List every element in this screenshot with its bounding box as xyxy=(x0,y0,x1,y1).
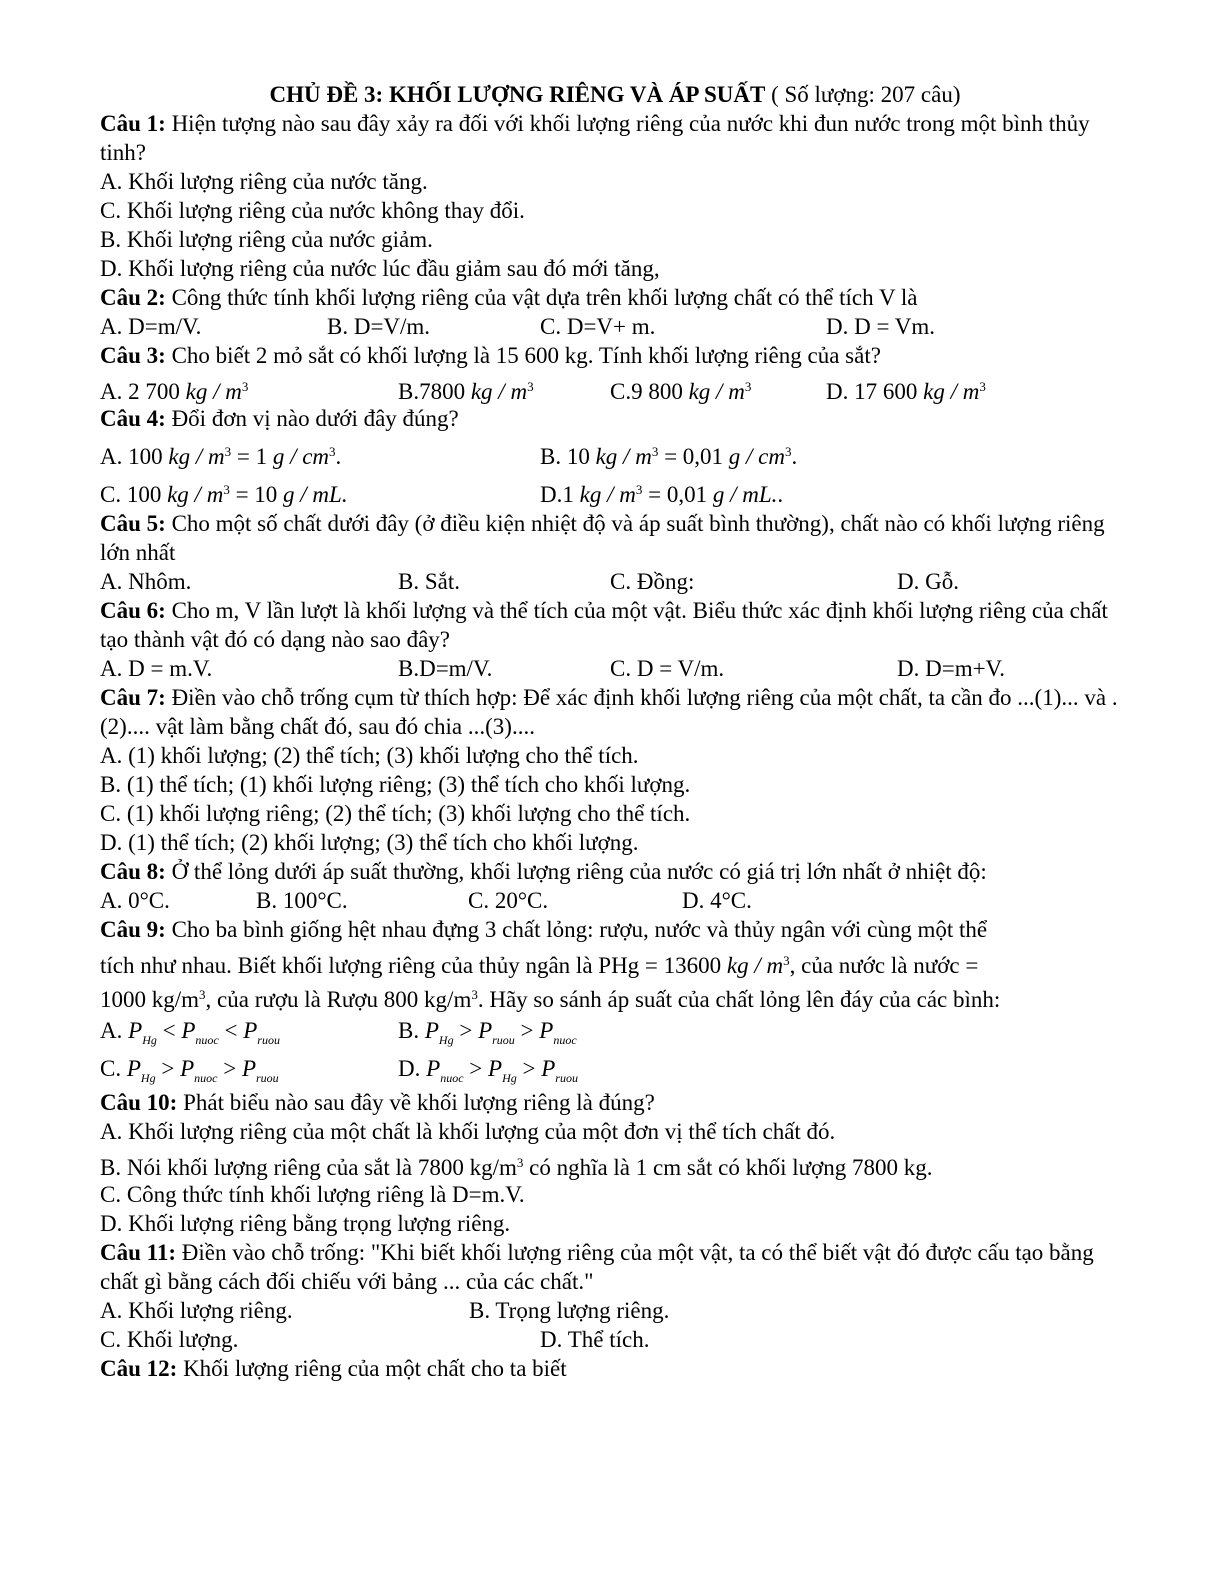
title-count: ( Số lượng: 207 câu) xyxy=(765,82,961,107)
question-12 xyxy=(100,1354,1130,1383)
question-label: Câu 8: xyxy=(100,859,166,884)
question-5 xyxy=(100,509,1130,567)
option-c: C. 20°C. xyxy=(468,888,549,913)
options-row xyxy=(100,1012,1130,1050)
option-c: C. D=V+ m. xyxy=(540,314,656,339)
option-a: A. 100 kg / $m^3 = 1$ g / $cm^3$. xyxy=(100,444,342,469)
question-text: Cho m, V lần lượt là khối lượng và thể tích của một vật. Biểu thức xác định khối lượng riêng của chất tạo thành vật đó có dạng nào sao đây? xyxy=(100,598,1108,652)
option-c: C. 100 kg / $m^3 = 10$ g / mL. xyxy=(100,482,348,507)
question-text: Hiện tượng nào sau đây xảy ra đối với khối lượng riêng của nước khi đun nước trong một bình thủy tinh? xyxy=(100,111,1090,165)
option-c: C. Đồng: xyxy=(610,569,695,594)
title-main: CHỦ ĐỀ 3: KHỐI LƯỢNG RIÊNG VÀ ÁP SUẤT xyxy=(269,82,766,107)
question-text: Cho biết 2 mỏ sắt có khối lượng là 15 600 kg. Tính khối lượng riêng của sắt? xyxy=(165,343,881,368)
option-d: D. Khối lượng riêng của nước lúc đầu giảm sau đó mới tăng, xyxy=(100,256,660,281)
option-c: C. Khối lượng riêng của nước không thay đổi. xyxy=(100,198,525,223)
document-page xyxy=(100,80,1130,1383)
options-row xyxy=(100,1325,1130,1354)
option-b: B.7800 kg / $m^3$ xyxy=(398,379,534,404)
question-3 xyxy=(100,341,1130,370)
option-c: C. Khối lượng. xyxy=(100,1327,239,1352)
question-1 xyxy=(100,109,1130,167)
option-d: D. 4°C. xyxy=(682,888,752,913)
option-d: D. 17 600 kg / $m^3$ xyxy=(826,379,986,404)
option-b: B. Trọng lượng riêng. xyxy=(469,1298,670,1323)
options-row xyxy=(100,370,1130,404)
option-a: A. $P_{Hg} < P_{nuoc} < P_{ruou}$ xyxy=(100,1018,280,1047)
question-text: Cho ba bình giống hệt nhau đựng 3 chất lỏng: rượu, nước và thủy ngân với cùng một thể xyxy=(165,917,988,942)
option-d: D. $P_{nuoc} > P_{Hg} > P_{ruou}$ xyxy=(398,1056,578,1085)
option-d: D. D = Vm. xyxy=(826,314,936,339)
question-9-line-2: tích như nhau. Biết khối lượng riêng của thủy ngân là PHg = 13600 kg / $m^3$, của nước là nước = xyxy=(100,953,979,978)
question-text: Cho một số chất dưới đây (ở điều kiện nhiệt độ và áp suất bình thường), chất nào có khối lượng riêng lớn nhất xyxy=(100,511,1105,565)
option-d: D.1 kg / $m^3 = 0,01$ g / mL.. xyxy=(540,482,784,507)
question-9 xyxy=(100,915,1130,944)
option-a: A. Nhôm. xyxy=(100,569,192,594)
option-d: D. (1) thể tích; (2) khối lượng; (3) thể tích cho khối lượng. xyxy=(100,830,639,855)
question-label: Câu 3: xyxy=(100,343,166,368)
option-c: C. D = V/m. xyxy=(610,656,725,681)
question-2 xyxy=(100,283,1130,312)
question-text: Đổi đơn vị nào dưới đây đúng? xyxy=(165,406,459,431)
question-11 xyxy=(100,1238,1130,1296)
option-d: D. Gỗ. xyxy=(897,569,959,594)
options-row xyxy=(100,312,1130,341)
question-label: Câu 10: xyxy=(100,1090,178,1115)
question-label: Câu 2: xyxy=(100,285,166,310)
option-c: C.9 800 kg / $m^3$ xyxy=(610,379,752,404)
option-a: A. Khối lượng riêng. xyxy=(100,1298,293,1323)
option-c: C. (1) khối lượng riêng; (2) thể tích; (3) khối lượng cho thể tích. xyxy=(100,801,691,826)
option-b: B. Sắt. xyxy=(398,569,460,594)
option-a: A. D=m/V. xyxy=(100,314,202,339)
question-text: Điền vào chỗ trống: "Khi biết khối lượng riêng của một vật, ta có thể biết vật đó được cấu tạo bằng chất gì bằng cách đối chiếu với bảng ... của các chất." xyxy=(100,1240,1094,1294)
question-8 xyxy=(100,857,1130,886)
option-c: C. $P_{Hg} > P_{nuoc} > P_{ruou}$ xyxy=(100,1056,279,1085)
options-row xyxy=(100,433,1130,471)
option-b: B. Khối lượng riêng của nước giảm. xyxy=(100,227,433,252)
question-label: Câu 1: xyxy=(100,111,166,136)
question-text: Điền vào chỗ trống cụm từ thích hợp: Để xác định khối lượng riêng của một chất, ta cần đo ...(1)... và .(2).... vật làm bằng chất đó, sau đó chia ...(3).... xyxy=(100,685,1118,739)
question-text: Khối lượng riêng của một chất cho ta biết xyxy=(177,1356,567,1381)
option-d: D. Thể tích. xyxy=(540,1327,650,1352)
option-b: B. $P_{Hg} > P_{ruou} > P_{nuoc}$ xyxy=(398,1018,577,1047)
options-row xyxy=(100,471,1130,509)
option-d: D. D=m+V. xyxy=(897,656,1005,681)
option-a: A. Khối lượng riêng của nước tăng. xyxy=(100,169,428,194)
question-label: Câu 7: xyxy=(100,685,166,710)
option-b: B.D=m/V. xyxy=(398,656,493,681)
option-a: A. (1) khối lượng; (2) thể tích; (3) khối lượng cho thể tích. xyxy=(100,743,639,768)
option-c: C. Công thức tính khối lượng riêng là D=m.V. xyxy=(100,1182,525,1207)
question-9-line-3: 1000 $kg/m^3$, của rượu là Rượu 800 $kg/m^3$. Hãy so sánh áp suất của chất lỏng lên đáy của các bình: xyxy=(100,987,1001,1012)
question-label: Câu 5: xyxy=(100,511,166,536)
option-a: A. Khối lượng riêng của một chất là khối lượng của một đơn vị thể tích chất đó. xyxy=(100,1119,836,1144)
question-label: Câu 11: xyxy=(100,1240,177,1265)
options-row xyxy=(100,567,1130,596)
option-b: B. D=V/m. xyxy=(327,314,431,339)
question-label: Câu 6: xyxy=(100,598,166,623)
page-title xyxy=(100,80,1130,109)
question-label: Câu 12: xyxy=(100,1356,178,1381)
option-a: A. 0°C. xyxy=(100,888,170,913)
options-row xyxy=(100,654,1130,683)
option-b: B. 100°C. xyxy=(256,888,348,913)
question-6 xyxy=(100,596,1130,654)
question-text: Phát biểu nào sau đây về khối lượng riêng là đúng? xyxy=(177,1090,655,1115)
options-row xyxy=(100,1296,1130,1325)
question-7 xyxy=(100,683,1130,741)
question-text: Ở thể lỏng dưới áp suất thường, khối lượng riêng của nước có giá trị lớn nhất ở nhiệt độ: xyxy=(165,859,987,884)
options-row xyxy=(100,886,1130,915)
option-a: A. D = m.V. xyxy=(100,656,213,681)
question-text: Công thức tính khối lượng riêng của vật dựa trên khối lượng chất có thể tích V là xyxy=(165,285,918,310)
option-b: B. (1) thể tích; (1) khối lượng riêng; (3) thể tích cho khối lượng. xyxy=(100,772,691,797)
option-a: A. 2 700 kg / $m^3$ xyxy=(100,379,249,404)
options-row xyxy=(100,1050,1130,1088)
question-label: Câu 4: xyxy=(100,406,166,431)
option-b: B. Nói khối lượng riêng của sắt là 7800 $kg/m^3$ có nghĩa là 1 cm sắt có khối lượng 7800 kg. xyxy=(100,1155,933,1180)
option-b: B. 10 kg / $m^3 = 0,01$ g / $cm^3$. xyxy=(540,444,798,469)
option-d: D. Khối lượng riêng bằng trọng lượng riêng. xyxy=(100,1211,511,1236)
question-label: Câu 9: xyxy=(100,917,166,942)
